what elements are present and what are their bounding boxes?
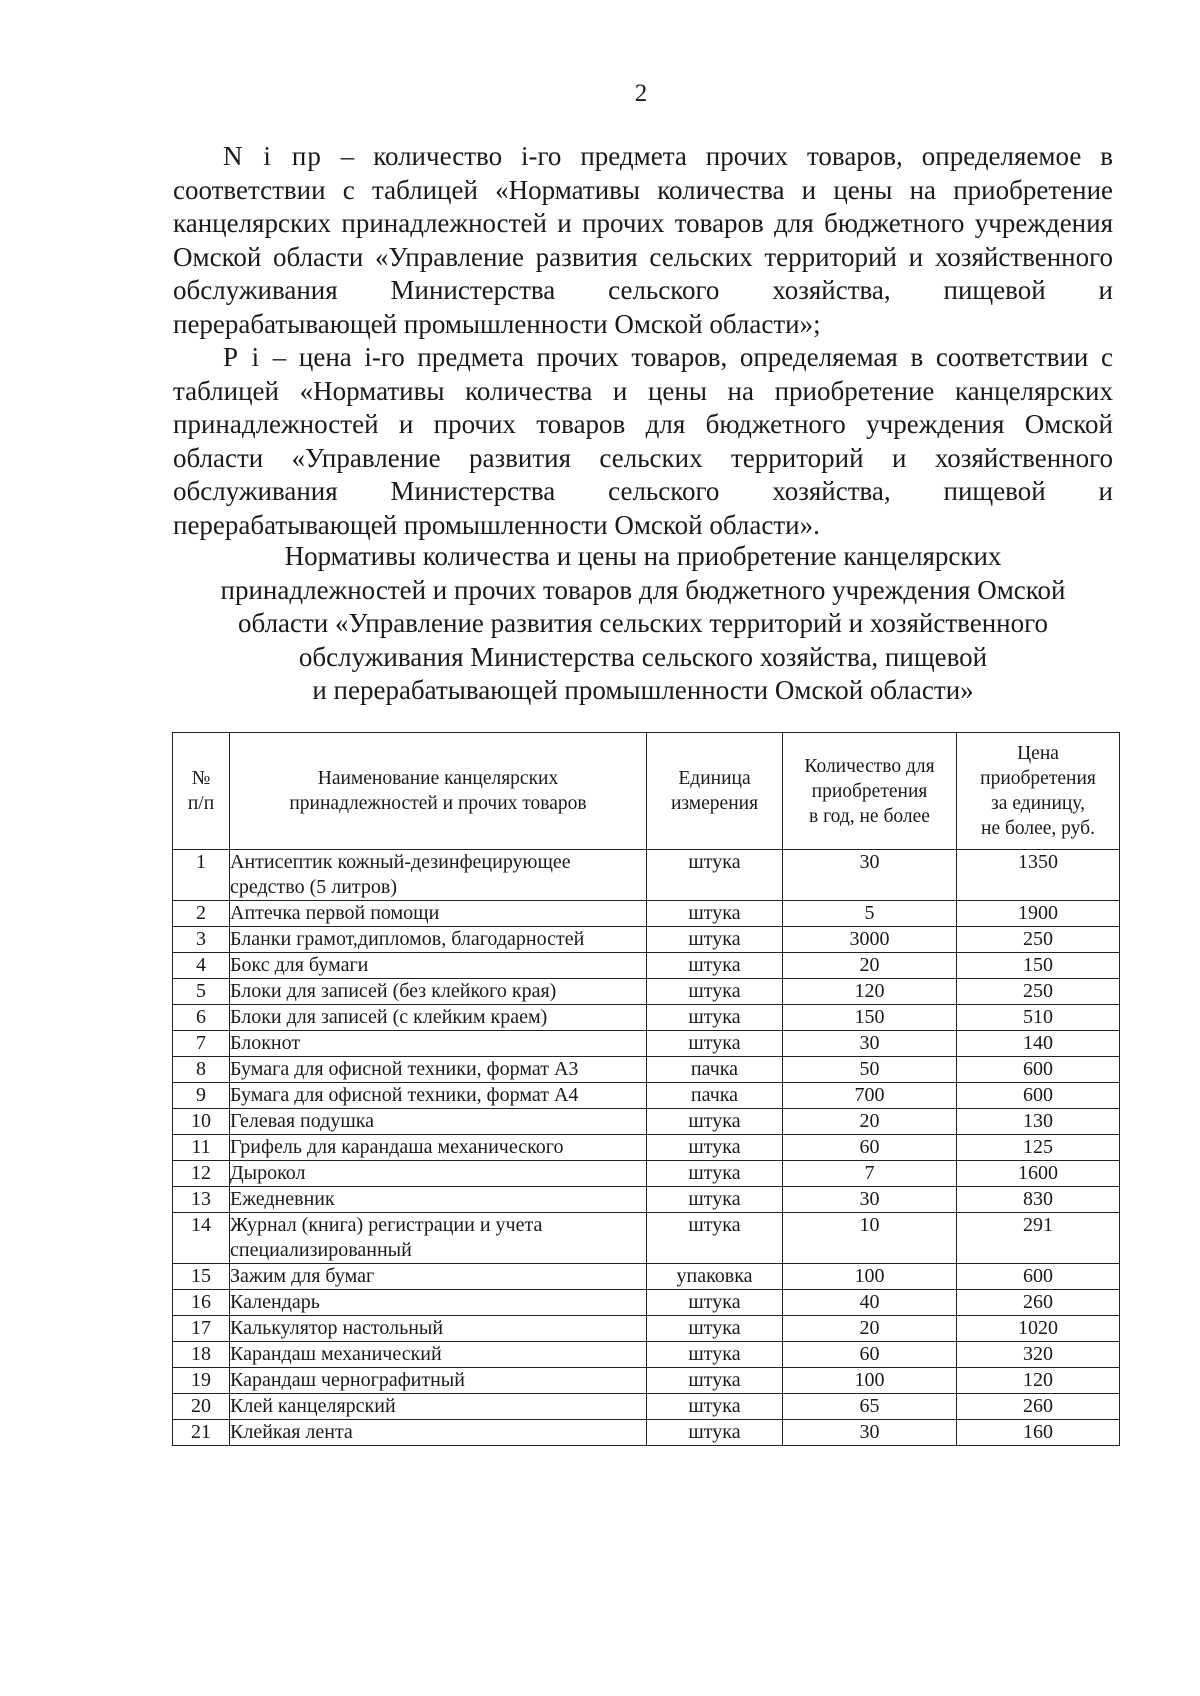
cell-qty: 120 [783, 979, 957, 1005]
cell-num: 15 [173, 1264, 230, 1290]
cell-num: 1 [173, 850, 230, 901]
cell-name: Ежедневник [230, 1187, 647, 1213]
cell-qty: 100 [783, 1368, 957, 1394]
cell-num: 8 [173, 1057, 230, 1083]
cell-num: 17 [173, 1316, 230, 1342]
cell-price: 1350 [957, 850, 1120, 901]
paragraph-nipr [173, 140, 1113, 341]
cell-price: 1020 [957, 1316, 1120, 1342]
header-line: за единицу, [991, 793, 1085, 814]
cell-price: 600 [957, 1083, 1120, 1109]
cell-name: Антисептик кожный-дезинфецирующее средство (5 литров) [230, 850, 647, 901]
header-line: измерения [670, 793, 759, 814]
table-header-row [173, 733, 1120, 850]
cell-qty: 20 [783, 1316, 957, 1342]
cell-qty: 20 [783, 953, 957, 979]
table-row [173, 979, 1120, 1005]
cell-qty: 150 [783, 1005, 957, 1031]
cell-name: Бокс для бумаги [230, 953, 647, 979]
cell-unit: штука [647, 979, 783, 1005]
cell-unit: штука [647, 1368, 783, 1394]
cell-num: 21 [173, 1420, 230, 1446]
cell-qty: 30 [783, 1420, 957, 1446]
header-line: п/п [187, 793, 215, 814]
header-unit [647, 733, 783, 850]
cell-qty: 40 [783, 1290, 957, 1316]
cell-price: 291 [957, 1213, 1120, 1264]
table-row [173, 1031, 1120, 1057]
paragraph-pi-text: – цена i-го предмета прочих товаров, определяемая в соответствии с таблицей «Нормативы количества и цены на приобретение канцелярских принадлежностей и прочих товаров для бюджетного учреждения Омской области «Управление развития сельских территорий и хозяйственного обслуживания Министерства сельского хозяйства, пищевой и перерабатывающей промышленности Омской области». [173, 342, 1113, 540]
cell-name: Калькулятор настольный [230, 1316, 647, 1342]
table-row [173, 1135, 1120, 1161]
cell-unit: пачка [647, 1083, 783, 1109]
cell-price: 1900 [957, 901, 1120, 927]
cell-qty: 60 [783, 1342, 957, 1368]
cell-price: 1600 [957, 1161, 1120, 1187]
table-row [173, 901, 1120, 927]
cell-price: 125 [957, 1135, 1120, 1161]
header-name [230, 733, 647, 850]
cell-num: 3 [173, 927, 230, 953]
table-row [173, 1342, 1120, 1368]
norms-table [172, 732, 1120, 1446]
cell-unit: штука [647, 1109, 783, 1135]
cell-qty: 30 [783, 1187, 957, 1213]
cell-num: 4 [173, 953, 230, 979]
cell-price: 130 [957, 1109, 1120, 1135]
cell-num: 9 [173, 1083, 230, 1109]
table-row [173, 1420, 1120, 1446]
page-number: 2 [634, 80, 648, 107]
cell-unit: штука [647, 1135, 783, 1161]
cell-qty: 3000 [783, 927, 957, 953]
cell-price: 600 [957, 1264, 1120, 1290]
cell-name: Карандаш чернографитный [230, 1368, 647, 1394]
cell-qty: 65 [783, 1394, 957, 1420]
cell-qty: 7 [783, 1161, 957, 1187]
cell-unit: штука [647, 1031, 783, 1057]
cell-name: Бланки грамот,дипломов, благодарностей [230, 927, 647, 953]
table-row [173, 1005, 1120, 1031]
header-line: Единица [678, 768, 751, 789]
cell-num: 6 [173, 1005, 230, 1031]
cell-unit: штука [647, 1394, 783, 1420]
cell-unit: штука [647, 1316, 783, 1342]
cell-price: 600 [957, 1057, 1120, 1083]
cell-name: Блокнот [230, 1031, 647, 1057]
cell-qty: 700 [783, 1083, 957, 1109]
body-text [173, 140, 1113, 542]
cell-num: 13 [173, 1187, 230, 1213]
header-line: приобретения [980, 768, 1096, 789]
cell-price: 260 [957, 1394, 1120, 1420]
table-title-line: обслуживания Министерства сельского хозяйства, пищевой [298, 641, 988, 672]
table-row [173, 1187, 1120, 1213]
cell-name: Календарь [230, 1290, 647, 1316]
cell-name: Клейкая лента [230, 1420, 647, 1446]
cell-unit: штука [647, 1420, 783, 1446]
cell-unit: штука [647, 901, 783, 927]
header-line: приобретения [811, 780, 928, 802]
cell-num: 16 [173, 1290, 230, 1316]
cell-num: 2 [173, 901, 230, 927]
table-row [173, 850, 1120, 901]
cell-name: Бумага для офисной техники, формат А4 [230, 1083, 647, 1109]
cell-price: 150 [957, 953, 1120, 979]
cell-price: 830 [957, 1187, 1120, 1213]
table-row [173, 1394, 1120, 1420]
header-line: не более, руб. [981, 818, 1095, 839]
paragraph-pi [173, 341, 1113, 542]
cell-qty: 30 [783, 850, 957, 901]
header-line: в год, не более [809, 805, 930, 827]
cell-price: 250 [957, 979, 1120, 1005]
table-row [173, 1109, 1120, 1135]
cell-name: Карандаш механический [230, 1342, 647, 1368]
table-row [173, 1213, 1120, 1264]
cell-unit: упаковка [647, 1264, 783, 1290]
cell-unit: штука [647, 1290, 783, 1316]
cell-qty: 10 [783, 1213, 957, 1264]
cell-num: 10 [173, 1109, 230, 1135]
cell-name: Клей канцелярский [230, 1394, 647, 1420]
cell-qty: 100 [783, 1264, 957, 1290]
cell-name: Журнал (книга) регистрации и учета специализированный [230, 1213, 647, 1264]
cell-unit: пачка [647, 1057, 783, 1083]
header-line: № [191, 768, 211, 789]
table-row [173, 1264, 1120, 1290]
cell-unit: штука [647, 1005, 783, 1031]
cell-num: 20 [173, 1394, 230, 1420]
table-title-line: и перерабатывающей промышленности Омской области» [312, 675, 974, 705]
cell-unit: штука [647, 1187, 783, 1213]
cell-name: Зажим для бумаг [230, 1264, 647, 1290]
header-price [957, 733, 1120, 850]
cell-price: 160 [957, 1420, 1120, 1446]
cell-name: Блоки для записей (с клейким краем) [230, 1005, 647, 1031]
cell-price: 140 [957, 1031, 1120, 1057]
table-row [173, 953, 1120, 979]
header-line: принадлежностей и прочих товаров [289, 793, 587, 814]
cell-name: Аптечка первой помощи [230, 901, 647, 927]
cell-num: 5 [173, 979, 230, 1005]
cell-name: Блоки для записей (без клейкого края) [230, 979, 647, 1005]
table-body [173, 850, 1120, 1446]
cell-num: 14 [173, 1213, 230, 1264]
table-row [173, 1316, 1120, 1342]
header-line: Количество для [804, 755, 935, 777]
cell-num: 19 [173, 1368, 230, 1394]
symbol-nipr: N i пр [223, 141, 322, 171]
cell-qty: 20 [783, 1109, 957, 1135]
cell-num: 18 [173, 1342, 230, 1368]
cell-qty: 50 [783, 1057, 957, 1083]
table-row [173, 1290, 1120, 1316]
cell-price: 510 [957, 1005, 1120, 1031]
cell-qty: 5 [783, 901, 957, 927]
symbol-pi: P i [223, 342, 261, 372]
header-line: Наименование канцелярских [317, 768, 559, 789]
cell-qty: 30 [783, 1031, 957, 1057]
table-title-line: области «Управление развития сельских территорий и хозяйственного [238, 608, 1048, 638]
table-title-line: принадлежностей и прочих товаров для бюджетного учреждения Омской [220, 574, 1066, 605]
table-row [173, 1368, 1120, 1394]
table-row [173, 1083, 1120, 1109]
table-row [173, 1057, 1120, 1083]
cell-unit: штука [647, 850, 783, 901]
cell-price: 320 [957, 1342, 1120, 1368]
cell-price: 260 [957, 1290, 1120, 1316]
cell-num: 7 [173, 1031, 230, 1057]
header-num [173, 733, 230, 850]
paragraph-nipr-text: – количество i-го предмета прочих товаров, определяемое в соответствии с таблицей «Нормативы количества и цены на приобретение канцелярских принадлежностей и прочих товаров для бюджетного учреждения Омской области «Управление развития сельских территорий и хозяйственного обслуживания Министерства сельского хозяйства, пищевой и перерабатывающей промышленности Омской области»; [173, 141, 1113, 339]
cell-name: Дырокол [230, 1161, 647, 1187]
header-qty [783, 733, 957, 850]
table-row [173, 927, 1120, 953]
cell-unit: штука [647, 1161, 783, 1187]
cell-price: 120 [957, 1368, 1120, 1394]
cell-unit: штука [647, 1213, 783, 1264]
cell-num: 12 [173, 1161, 230, 1187]
table-row [173, 1161, 1120, 1187]
cell-price: 250 [957, 927, 1120, 953]
table-title [173, 540, 1113, 708]
cell-unit: штука [647, 927, 783, 953]
header-line: Цена [1017, 743, 1059, 764]
cell-qty: 60 [783, 1135, 957, 1161]
cell-name: Бумага для офисной техники, формат А3 [230, 1057, 647, 1083]
cell-unit: штука [647, 953, 783, 979]
cell-name: Грифель для карандаша механического [230, 1135, 647, 1161]
cell-unit: штука [647, 1342, 783, 1368]
cell-name: Гелевая подушка [230, 1109, 647, 1135]
table-title-line: Нормативы количества и цены на приобретение канцелярских [284, 541, 1002, 571]
cell-num: 11 [173, 1135, 230, 1161]
